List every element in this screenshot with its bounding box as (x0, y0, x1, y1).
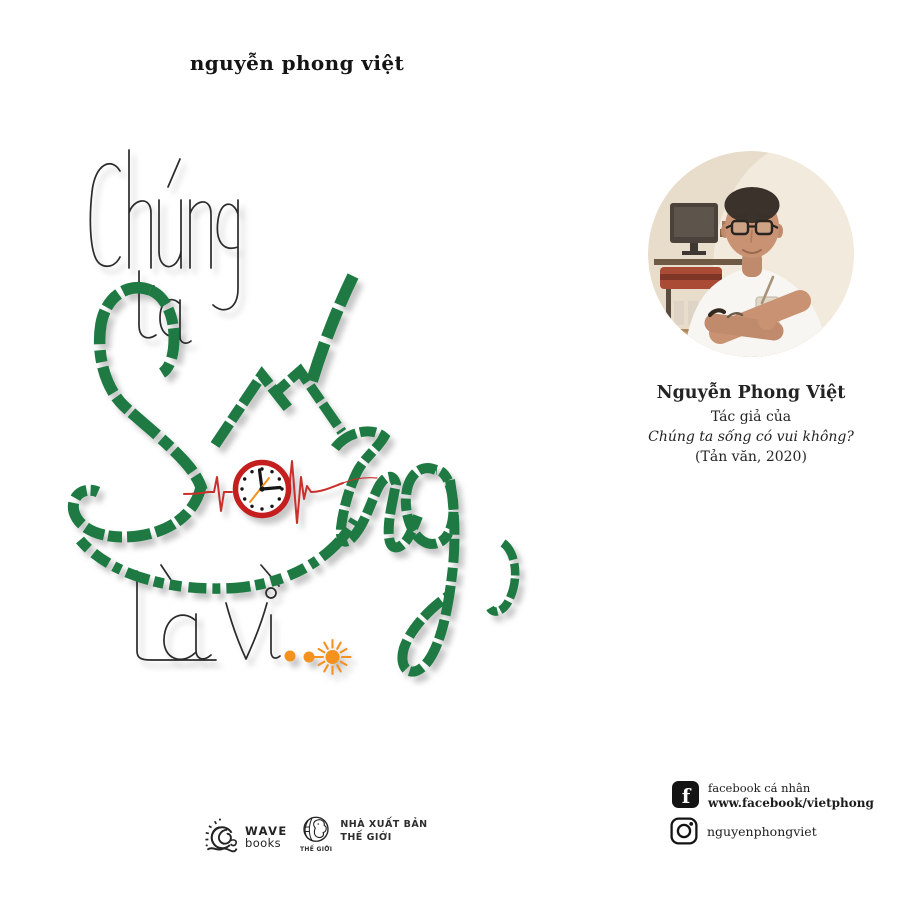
wave-books-logo-icon (204, 816, 238, 858)
facebook-row (672, 781, 874, 812)
the-gioi-line2: THẾ GIỚI (340, 831, 392, 843)
clock-icon (236, 463, 289, 516)
author-previous-book: Chúng ta sống có vui không? (648, 429, 854, 445)
the-gioi-logo-text (340, 819, 427, 845)
wave-logo-line1: WAVE (245, 823, 288, 838)
facebook-url: www.facebook/vietphong (708, 795, 874, 810)
wave-books-logo-text (245, 825, 288, 850)
the-gioi-line1: NHÀ XUẤT BẢN (340, 819, 428, 830)
wave-books-logo (204, 816, 288, 858)
ellipsis-dots (285, 651, 315, 663)
instagram-handle: nguyenphongviet (707, 823, 817, 839)
instagram-icon (670, 817, 698, 845)
title-word-chung (0, 0, 1, 1)
title-song-strokes (73, 276, 515, 672)
author-info-block (618, 383, 884, 465)
facebook-icon (672, 781, 699, 808)
facebook-label: facebook cá nhân (708, 781, 811, 795)
instagram-row (670, 817, 817, 845)
sun-icon (315, 640, 351, 674)
title-text (0, 0, 1, 1)
author-name: Nguyễn Phong Việt (656, 383, 846, 403)
author-caption: Tác giả của (710, 409, 792, 425)
wave-logo-line2: books (245, 836, 282, 850)
heartbeat-line (184, 461, 377, 523)
the-gioi-logo-icon (301, 815, 331, 845)
author-photo-illustration (648, 151, 854, 357)
title-lavi-strokes (137, 565, 280, 660)
cover-author-name: nguyễn phong việt (189, 51, 405, 75)
facebook-f-glyph: f (681, 784, 691, 808)
the-gioi-icon-caption: THẾ GIỚI (300, 846, 333, 853)
author-book-detail: (Tản văn, 2020) (695, 449, 807, 465)
title-ta-strokes (128, 271, 191, 343)
title-chung-strokes (90, 150, 238, 310)
the-gioi-publisher-logo (300, 815, 428, 853)
author-photo (648, 151, 854, 357)
